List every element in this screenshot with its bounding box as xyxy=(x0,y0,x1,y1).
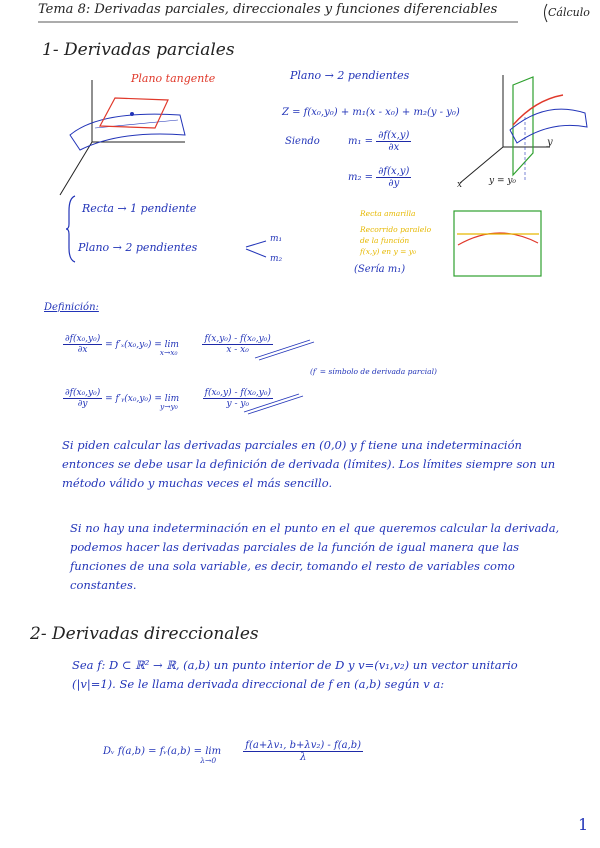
page-number: 1 xyxy=(578,815,589,834)
paragraph-directional: Sea f: D ⊂ ℝ² → ℝ, (a,b) un punto interior de D y v=(v₁,v₂) un vector unitario (|v|=1). Se le llama derivada direccional de f en (a,b) según v a: xyxy=(72,658,518,691)
partial-symbol-note: (f′ = símbolo de derivada parcial) xyxy=(310,367,437,376)
slice-graph xyxy=(453,210,543,280)
partial-slice-sketch xyxy=(455,75,595,190)
axis-yy0-label: y = y₀ xyxy=(489,176,517,186)
section2-heading: 2- Derivadas direccionales xyxy=(30,624,259,644)
surface xyxy=(70,114,185,150)
plano-tangente-label: Plano tangente xyxy=(131,72,216,85)
seria-m1: (Sería m₁) xyxy=(354,264,406,275)
m2-definition: m₂ = $\frac{\partial f(x,y)}{\partial y}$ xyxy=(348,166,410,189)
section1-heading: 1- Derivadas parciales xyxy=(42,40,235,60)
curly-brace xyxy=(66,196,76,262)
tangent-plane-sketch xyxy=(60,80,190,200)
green-plane xyxy=(513,77,533,175)
siendo-label: Siendo xyxy=(285,136,320,147)
recta-amarilla-note: Recta amarilla xyxy=(360,209,416,218)
split-arrows xyxy=(246,237,270,261)
fx-underline xyxy=(255,336,315,360)
slice-curve xyxy=(458,233,538,245)
x-axis xyxy=(60,142,92,195)
paragraph-limits: Si piden calcular las derivadas parciales en (0,0) y f tiene una indeterminación entonces se debe usar la definición de derivada (límites). Los límites siempre son un método válido y muchas veces el más sencillo. xyxy=(62,438,556,490)
course-bracket xyxy=(542,4,548,22)
tangent-plane xyxy=(100,98,168,128)
fy-definition: $\frac{\text{∂f(x₀,y₀)}}{\partial y}$ = f′ᵧ(x₀,y₀) = lim $_{y\to y_0}$ $\frac{\text{f(x₀,y) - f(x₀,y₀)}}{\text{y - y₀}}$ xyxy=(65,388,271,411)
m1-definition: m₁ = $\frac{\partial f(x,y)}{\partial x}$ xyxy=(348,130,410,153)
plano-pendientes: Plano → 2 pendientes xyxy=(290,69,410,82)
paragraph-no-indeterminacy: Si no hay una indeterminación en el punto en el que queremos calcular la derivada, podemos hacer las derivadas parciales de la función de igual manera que las funciones de una sola variable, es decir, tomando el resto de variables como constantes. xyxy=(70,521,560,592)
plane-equation: Z = f(x₀,y₀) + m₁(x - x₀) + m₂(y - y₀) xyxy=(282,107,460,118)
tangent-point xyxy=(130,112,134,116)
directional-definition: Dᵥ f(a,b) = fᵥ(a,b) = lim $_{\lambda\to 0}$ $\frac{\text{f(a+λv₁, b+λv₂) - f(a,b)}}{\lambda}$ xyxy=(103,740,362,765)
page-title xyxy=(38,2,497,17)
plano-line: Plano → 2 pendientes xyxy=(78,241,198,254)
axis-y-label: y xyxy=(547,137,553,148)
red-curve xyxy=(513,95,563,125)
definicion-label: Definición: xyxy=(44,302,99,313)
axis-x-label: x xyxy=(457,180,463,190)
title-text: Tema 8: Derivadas parciales, direccionales y funciones diferenciables xyxy=(38,2,498,17)
m2-fraction: $\frac{\partial f(x,y)}{\partial y}$ xyxy=(378,166,410,189)
m2-small: m₂ xyxy=(270,254,283,264)
title-underline xyxy=(38,20,518,24)
m1-fraction: $\frac{\partial f(x,y)}{\partial x}$ xyxy=(378,130,410,153)
fx-definition: $\frac{\text{∂f(x₀,y₀)}}{\partial x}$ = f′ₓ(x₀,y₀) = lim $_{x\to x_0}$ $\frac{\text{f(x,y₀) - f(x₀,y₀)}}{\text{x - x₀}}$ xyxy=(65,334,271,357)
fy-underline xyxy=(244,390,304,414)
recta-line: Recta → 1 pendiente xyxy=(82,202,197,215)
course-label: Cálculo xyxy=(548,6,590,19)
curva-note: Recorrido paralelo de la función f(x,y) en y = y₀ xyxy=(360,225,432,256)
m1-small: m₁ xyxy=(270,234,283,244)
